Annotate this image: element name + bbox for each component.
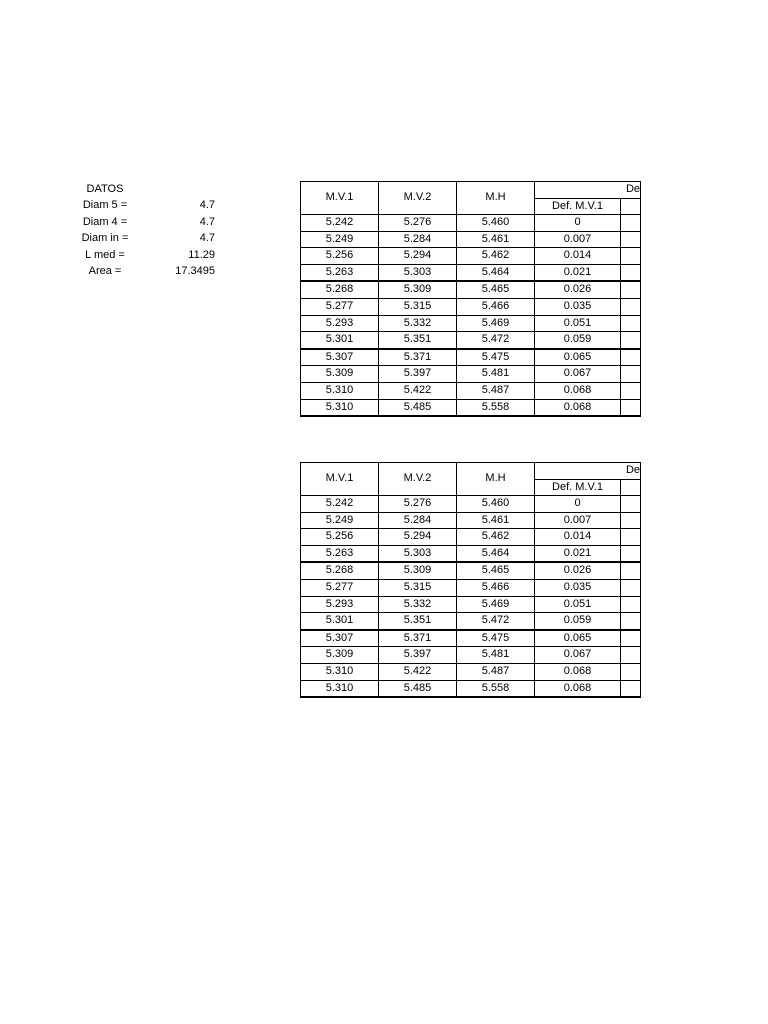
table-cell: 5.263 xyxy=(301,264,379,281)
table-cell: 5.309 xyxy=(379,281,457,298)
table-cell: 5.303 xyxy=(379,264,457,281)
table-cell-empty xyxy=(621,231,641,248)
table-cell: 0.026 xyxy=(535,281,621,298)
datos-value: 4.7 xyxy=(199,232,215,245)
table-2-body xyxy=(301,496,641,698)
table-cell: 0.068 xyxy=(535,680,621,697)
table-cell: 5.256 xyxy=(301,529,379,546)
table-cell-empty xyxy=(621,315,641,332)
table-cell: 5.301 xyxy=(301,332,379,349)
table-cell-empty xyxy=(621,349,641,366)
measurement-table-2 xyxy=(300,462,641,698)
table-cell: 5.397 xyxy=(379,647,457,664)
table-cell-empty xyxy=(621,579,641,596)
table-row xyxy=(301,332,641,349)
table-cell-empty xyxy=(621,545,641,562)
table-cell: 0.065 xyxy=(535,630,621,647)
table-cell: 0.021 xyxy=(535,545,621,562)
header-def-extra xyxy=(621,479,641,496)
table-cell: 5.310 xyxy=(301,399,379,416)
table-cell: 5.268 xyxy=(301,562,379,579)
table-cell: 5.487 xyxy=(457,663,535,680)
table-cell: 0 xyxy=(535,215,621,232)
table-row xyxy=(301,366,641,383)
table-cell: 0.035 xyxy=(535,579,621,596)
table-cell: 5.475 xyxy=(457,630,535,647)
table-cell: 0.014 xyxy=(535,529,621,546)
table-cell-empty xyxy=(621,382,641,399)
table-cell: 5.277 xyxy=(301,298,379,315)
table-cell: 5.284 xyxy=(379,231,457,248)
table-row xyxy=(301,496,641,513)
table-cell: 0.067 xyxy=(535,366,621,383)
table-cell-empty xyxy=(621,647,641,664)
table-cell: 0.007 xyxy=(535,231,621,248)
table-cell: 5.332 xyxy=(379,315,457,332)
table-cell: 5.310 xyxy=(301,680,379,697)
table-cell-empty xyxy=(621,630,641,647)
table-cell-empty xyxy=(621,529,641,546)
table-cell: 5.276 xyxy=(379,215,457,232)
header-def-mv1: Def. M.V.1 xyxy=(535,479,621,496)
table-cell: 5.332 xyxy=(379,596,457,613)
table-cell: 5.485 xyxy=(379,399,457,416)
table-row xyxy=(301,382,641,399)
table-cell-empty xyxy=(621,298,641,315)
table-cell: 0.059 xyxy=(535,332,621,349)
table-row xyxy=(301,231,641,248)
table-row xyxy=(301,562,641,579)
table-cell: 5.558 xyxy=(457,680,535,697)
table-cell: 0.059 xyxy=(535,613,621,630)
table-row xyxy=(301,579,641,596)
datos-title: DATOS xyxy=(86,183,124,195)
table-cell: 5.315 xyxy=(379,298,457,315)
table-cell: 5.309 xyxy=(379,562,457,579)
table-cell: 5.461 xyxy=(457,231,535,248)
table-cell: 5.422 xyxy=(379,382,457,399)
header-mv2: M.V.2 xyxy=(379,182,457,215)
table-cell: 0.051 xyxy=(535,315,621,332)
table-row xyxy=(301,596,641,613)
header-mv1: M.V.1 xyxy=(301,463,379,496)
table-cell: 5.307 xyxy=(301,630,379,647)
table-cell: 5.460 xyxy=(457,215,535,232)
table-cell: 0.021 xyxy=(535,264,621,281)
table-cell: 5.466 xyxy=(457,579,535,596)
table-row xyxy=(301,248,641,265)
table-cell: 5.464 xyxy=(457,545,535,562)
table-cell: 5.276 xyxy=(379,496,457,513)
table-cell: 5.461 xyxy=(457,512,535,529)
table-cell: 5.422 xyxy=(379,663,457,680)
table-cell: 5.487 xyxy=(457,382,535,399)
table-row xyxy=(301,215,641,232)
table-cell: 5.263 xyxy=(301,545,379,562)
datos-block xyxy=(60,181,230,280)
table-cell-empty xyxy=(621,596,641,613)
table-cell: 0.014 xyxy=(535,248,621,265)
table-1-body xyxy=(301,215,641,417)
table-row xyxy=(301,281,641,298)
table-cell: 0.035 xyxy=(535,298,621,315)
table-cell-empty xyxy=(621,215,641,232)
table-cell: 0.067 xyxy=(535,647,621,664)
table-cell: 0.007 xyxy=(535,512,621,529)
table-cell: 5.465 xyxy=(457,562,535,579)
datos-label: Diam 4 = xyxy=(82,215,128,228)
table-cell: 5.469 xyxy=(457,315,535,332)
header-mh: M.H xyxy=(457,182,535,215)
table-cell: 5.301 xyxy=(301,613,379,630)
table-cell: 5.460 xyxy=(457,496,535,513)
table-cell-empty xyxy=(621,248,641,265)
datos-row-diam-in xyxy=(60,230,230,247)
table-cell: 5.284 xyxy=(379,512,457,529)
table-cell-empty xyxy=(621,613,641,630)
header-def-group: De xyxy=(535,182,641,199)
datos-label: Diam in = xyxy=(81,232,129,245)
table-cell: 5.351 xyxy=(379,332,457,349)
table-cell: 5.465 xyxy=(457,281,535,298)
table-cell: 5.485 xyxy=(379,680,457,697)
table-cell: 5.294 xyxy=(379,248,457,265)
header-def-group: De xyxy=(535,463,641,480)
table-cell: 5.309 xyxy=(301,366,379,383)
table-cell: 0.068 xyxy=(535,382,621,399)
table-row xyxy=(301,630,641,647)
table-cell-empty xyxy=(621,332,641,349)
table-cell: 5.293 xyxy=(301,315,379,332)
table-cell: 0.068 xyxy=(535,663,621,680)
header-mh: M.H xyxy=(457,463,535,496)
table-cell: 5.309 xyxy=(301,647,379,664)
table-cell: 5.472 xyxy=(457,332,535,349)
table-cell: 5.277 xyxy=(301,579,379,596)
table-cell: 5.469 xyxy=(457,596,535,613)
table-cell: 0.068 xyxy=(535,399,621,416)
table-cell: 5.303 xyxy=(379,545,457,562)
table-cell: 5.472 xyxy=(457,613,535,630)
header-mv2: M.V.2 xyxy=(379,463,457,496)
table-row xyxy=(301,647,641,664)
datos-row-diam-5 xyxy=(60,197,230,214)
table-row xyxy=(301,529,641,546)
table-cell: 0.065 xyxy=(535,349,621,366)
table-cell: 0.051 xyxy=(535,596,621,613)
table-cell-empty xyxy=(621,512,641,529)
measurement-table-1 xyxy=(300,181,641,417)
measurement-table-2-container xyxy=(300,462,640,695)
datos-value: 4.7 xyxy=(199,215,215,228)
datos-row-area xyxy=(60,263,230,280)
datos-label: Area = xyxy=(88,265,122,278)
table-row xyxy=(301,264,641,281)
table-row xyxy=(301,680,641,697)
table-cell: 5.268 xyxy=(301,281,379,298)
datos-row-l-med xyxy=(60,247,230,264)
table-cell-empty xyxy=(621,496,641,513)
table-cell: 5.256 xyxy=(301,248,379,265)
table-cell-empty xyxy=(621,562,641,579)
datos-value: 17.3495 xyxy=(175,265,215,278)
table-cell: 5.307 xyxy=(301,349,379,366)
datos-label: Diam 5 = xyxy=(82,199,128,211)
table-cell: 5.293 xyxy=(301,596,379,613)
table-cell-empty xyxy=(621,281,641,298)
datos-row-diam-4 xyxy=(60,214,230,231)
table-cell: 0.026 xyxy=(535,562,621,579)
header-mv1: M.V.1 xyxy=(301,182,379,215)
table-cell: 0 xyxy=(535,496,621,513)
table-cell: 5.481 xyxy=(457,647,535,664)
table-cell: 5.242 xyxy=(301,215,379,232)
table-cell-empty xyxy=(621,680,641,697)
table-row xyxy=(301,545,641,562)
table-cell: 5.558 xyxy=(457,399,535,416)
header-def-mv1: Def. M.V.1 xyxy=(535,198,621,215)
table-cell: 5.249 xyxy=(301,512,379,529)
datos-value: 11.29 xyxy=(188,248,215,261)
table-cell: 5.464 xyxy=(457,264,535,281)
table-cell: 5.315 xyxy=(379,579,457,596)
table-cell: 5.462 xyxy=(457,529,535,546)
table-row xyxy=(301,298,641,315)
table-cell: 5.242 xyxy=(301,496,379,513)
table-cell: 5.462 xyxy=(457,248,535,265)
measurement-table-1-container xyxy=(300,181,640,414)
table-row xyxy=(301,399,641,416)
table-cell: 5.294 xyxy=(379,529,457,546)
table-cell: 5.397 xyxy=(379,366,457,383)
table-cell-empty xyxy=(621,663,641,680)
table-row xyxy=(301,512,641,529)
table-row xyxy=(301,663,641,680)
table-cell: 5.351 xyxy=(379,613,457,630)
datos-label: L med = xyxy=(85,248,125,261)
table-cell: 5.310 xyxy=(301,382,379,399)
table-cell: 5.475 xyxy=(457,349,535,366)
datos-value: 4.7 xyxy=(199,199,215,211)
table-cell-empty xyxy=(621,264,641,281)
table-cell: 5.371 xyxy=(379,630,457,647)
table-cell: 5.371 xyxy=(379,349,457,366)
table-cell-empty xyxy=(621,366,641,383)
table-cell: 5.310 xyxy=(301,663,379,680)
table-row xyxy=(301,349,641,366)
table-cell: 5.466 xyxy=(457,298,535,315)
header-def-extra xyxy=(621,198,641,215)
table-row xyxy=(301,613,641,630)
table-row xyxy=(301,315,641,332)
table-cell-empty xyxy=(621,399,641,416)
table-cell: 5.249 xyxy=(301,231,379,248)
table-cell: 5.481 xyxy=(457,366,535,383)
